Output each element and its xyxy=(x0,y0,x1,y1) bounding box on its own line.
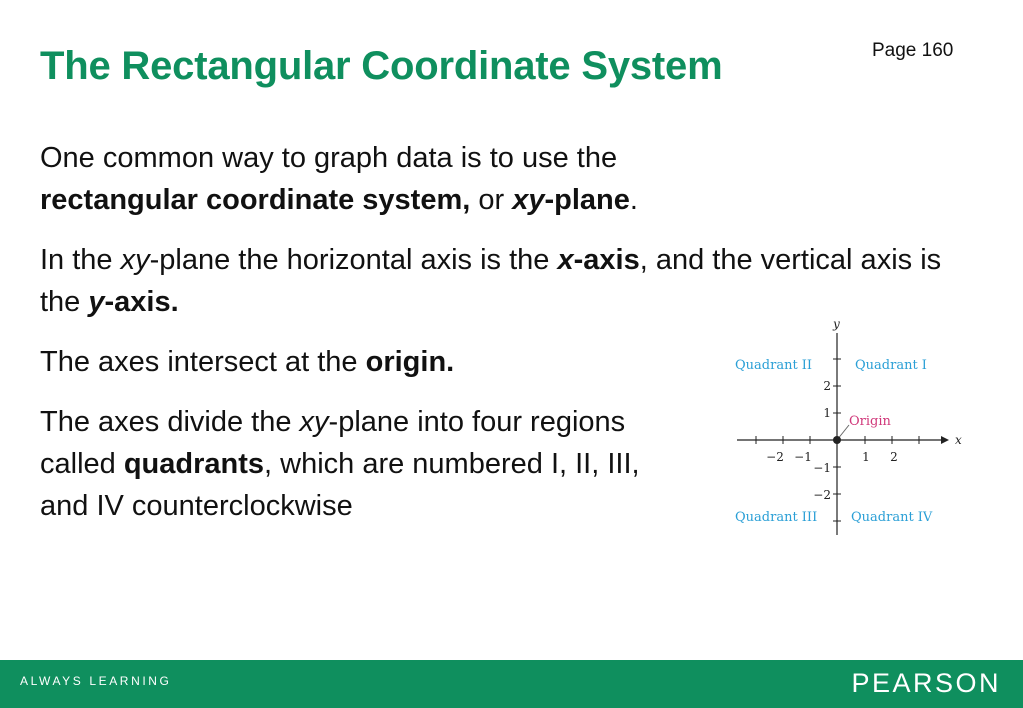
x-tick-label: 2 xyxy=(890,450,898,464)
origin-dot xyxy=(833,436,841,444)
footer-tagline: ALWAYS LEARNING xyxy=(20,674,172,688)
x-axis-label: x xyxy=(955,433,962,447)
y-tick-label: 2 xyxy=(823,379,831,393)
y-tick-label: −2 xyxy=(813,488,831,502)
paragraph-4: The axes divide the xy-plane into four regions called quadrants, which are numbered I, II, III, and IV counterclockwise xyxy=(40,406,640,522)
quadrant-4-label: Quadrant IV xyxy=(851,510,933,525)
y-tick-label: 1 xyxy=(823,406,831,420)
x-tick-label: 1 xyxy=(862,450,870,464)
coordinate-plane-diagram xyxy=(725,315,975,540)
x-tick-label: −2 xyxy=(766,450,784,464)
slide-title: The Rectangular Coordinate System xyxy=(40,44,723,88)
footer-bar xyxy=(0,660,1023,708)
paragraph-1: One common way to graph data is to use the rectangular coordinate system, or xy-plane. xyxy=(40,142,638,216)
quadrant-2-label: Quadrant II xyxy=(735,358,813,373)
quadrant-3-label: Quadrant III xyxy=(735,510,818,525)
page-number: Page 160 xyxy=(872,40,954,61)
x-tick-label: −1 xyxy=(794,450,812,464)
paragraph-3: The axes intersect at the origin. xyxy=(40,346,455,378)
quadrant-1-label: Quadrant I xyxy=(855,358,927,373)
paragraph-2: In the xy-plane the horizontal axis is the x-axis, and the vertical axis is the y-axis. xyxy=(40,244,942,318)
y-axis-label: y xyxy=(833,317,840,331)
y-tick-label: −1 xyxy=(813,461,831,475)
origin-label: Origin xyxy=(849,414,891,429)
pearson-logo: PEARSON xyxy=(851,668,1001,698)
